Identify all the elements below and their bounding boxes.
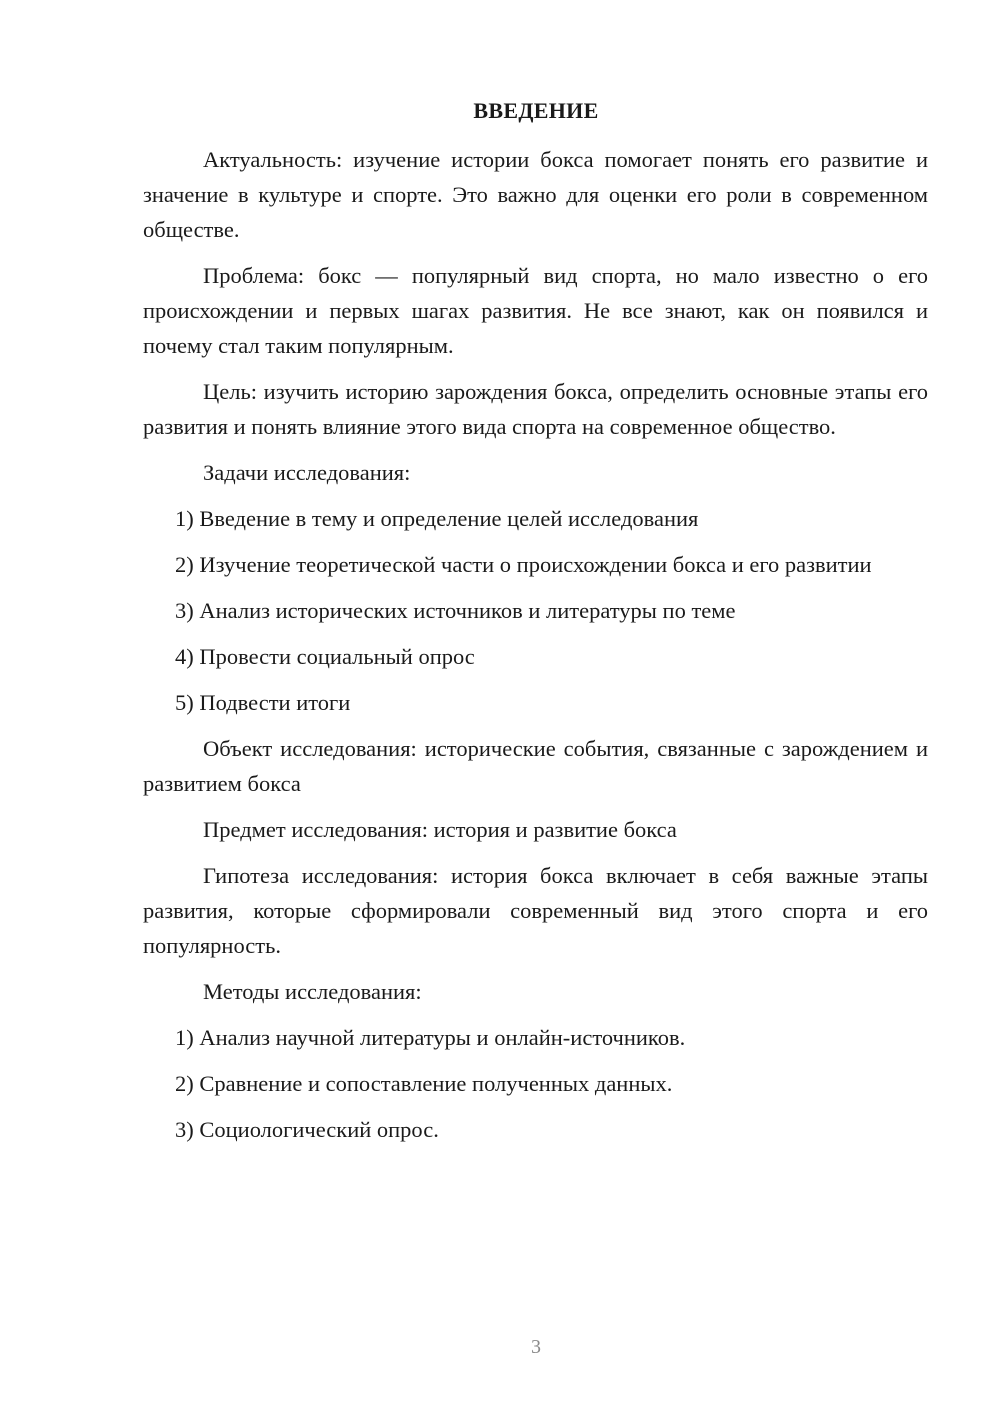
task-item: 2) Изучение теоретической части о происхождении бокса и его развитии	[175, 552, 872, 577]
task-item: 3) Анализ исторических источников и литературы по теме	[175, 598, 736, 623]
task-item: 5) Подвести итоги	[175, 690, 351, 715]
task-item: 1) Введение в тему и определение целей исследования	[175, 506, 699, 531]
method-item: 3) Социологический опрос.	[175, 1117, 439, 1142]
methods-title: Методы исследования:	[203, 979, 422, 1004]
hypothesis-paragraph: Гипотеза исследования: история бокса включает в себя важные этапы развития, которые сформировали современный вид этого спорта и его популярность.	[143, 863, 928, 958]
task-item: 4) Провести социальный опрос	[175, 644, 475, 669]
tasks-title: Задачи исследования:	[203, 460, 411, 485]
page-number: 3	[531, 1336, 541, 1358]
subject-paragraph: Предмет исследования: история и развитие бокса	[203, 817, 677, 842]
method-item: 2) Сравнение и сопоставление полученных данных.	[175, 1071, 673, 1096]
object-paragraph: Объект исследования: исторические события, связанные с зарождением и развитием бокса	[143, 736, 928, 796]
method-item: 1) Анализ научной литературы и онлайн-источников.	[175, 1025, 686, 1050]
document-body	[143, 142, 928, 1158]
relevance-paragraph: Актуальность: изучение истории бокса помогает понять его развитие и значение в культуре и спорте. Это важно для оценки его роли в современном обществе.	[143, 147, 928, 242]
problem-paragraph: Проблема: бокс — популярный вид спорта, но мало известно о его происхождении и первых шагах развития. Не все знают, как он появился и почему стал таким популярным.	[143, 263, 928, 358]
goal-paragraph: Цель: изучить историю зарождения бокса, определить основные этапы его развития и понять влияние этого вида спорта на современное общество.	[143, 379, 928, 439]
page-heading: ВВЕДЕНИЕ	[473, 98, 599, 123]
